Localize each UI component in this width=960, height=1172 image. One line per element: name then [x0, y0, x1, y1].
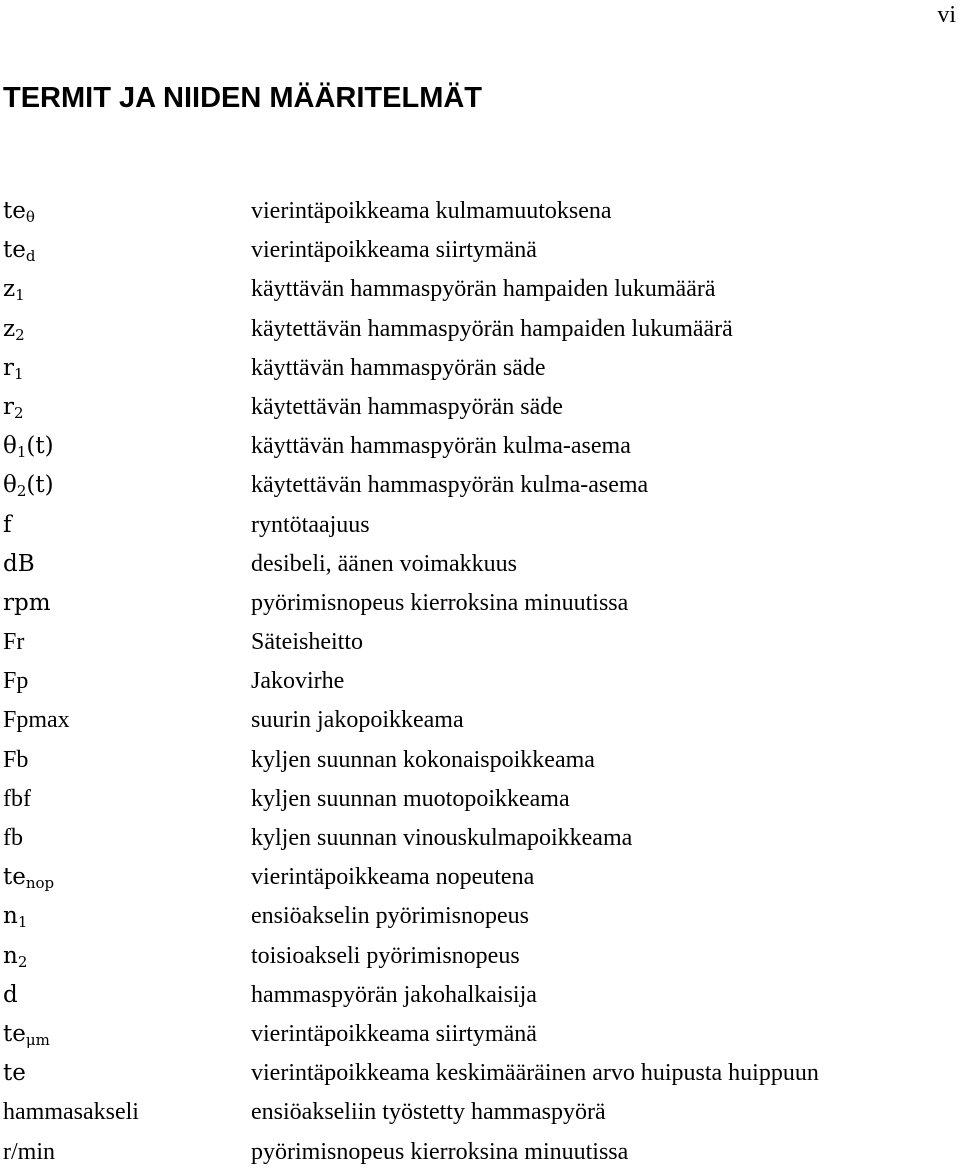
term-definition: Jakovirhe [251, 668, 345, 695]
term-symbol-base: te [3, 1060, 26, 1087]
term-symbol-subscript: 1 [17, 913, 28, 932]
term-definition: vierintäpoikkeama keskimääräinen arvo huipusta huippuun [251, 1060, 819, 1087]
term-symbol-base: r/min [3, 1138, 55, 1165]
term-row [0, 858, 960, 897]
term-symbol [3, 351, 24, 385]
term-symbol-base: Fb [3, 746, 29, 773]
term-symbol-subscript: 1 [16, 443, 27, 462]
term-definition: vierintäpoikkeama nopeutena [251, 864, 535, 891]
term-symbol [3, 821, 23, 855]
term-definition: pyörimisnopeus kierroksina minuutissa [251, 589, 629, 616]
term-row [0, 310, 960, 349]
term-definition: kyljen suunnan vinouskulmapoikkeama [251, 825, 633, 851]
term-symbol-base: Fr [3, 629, 25, 656]
term-symbol [3, 586, 51, 620]
term-symbol-base: f [3, 511, 12, 538]
term-symbol-subscript: nop [25, 874, 55, 893]
term-symbol-base: d [3, 981, 18, 1008]
term-row [0, 937, 960, 976]
term-definition: pyörimisnopeus kierroksina minuutissa [251, 1138, 629, 1165]
term-symbol [3, 1095, 139, 1129]
term-row [0, 427, 960, 466]
term-symbol-base: n [3, 903, 18, 930]
term-row [0, 897, 960, 936]
term-definition: kyljen suunnan kokonaispoikkeama [251, 746, 595, 773]
page-number: vi [937, 2, 956, 28]
term-symbol [3, 978, 18, 1012]
term-symbol [3, 312, 25, 346]
term-symbol-subscript: 2 [17, 952, 28, 971]
term-definition: käyttävän hammaspyörän säde [251, 354, 546, 381]
term-row [0, 1015, 960, 1054]
term-definition: ensiöakseliin työstetty hammaspyörä [251, 1099, 606, 1126]
term-row [0, 231, 960, 270]
term-definition: Säteisheitto [251, 629, 363, 656]
term-definition: vierintäpoikkeama kulmamuutoksena [251, 198, 612, 224]
term-row [0, 388, 960, 427]
term-row [0, 270, 960, 309]
term-definition: ensiöakselin pyörimisnopeus [251, 903, 529, 930]
term-symbol [3, 899, 27, 933]
term-definition: hammaspyörän jakohalkaisija [251, 981, 537, 1008]
term-row [0, 701, 960, 740]
term-row [0, 545, 960, 584]
term-symbol [3, 782, 31, 816]
term-symbol-base: Fpmax [3, 707, 70, 734]
term-symbol-subscript: 2 [15, 325, 25, 344]
term-row [0, 623, 960, 662]
term-definition: käyttävän hammaspyörän kulma-asema [251, 433, 631, 460]
term-symbol-base: z [3, 276, 16, 303]
term-row [0, 584, 960, 623]
term-row [0, 780, 960, 819]
term-row [0, 1054, 960, 1093]
term-symbol-subscript: 2 [16, 482, 27, 501]
term-symbol [3, 468, 54, 502]
term-symbol-subscript: 1 [15, 286, 25, 305]
terms-list [0, 192, 960, 1172]
term-symbol [3, 1135, 55, 1169]
term-definition: vierintäpoikkeama siirtymänä [251, 237, 537, 264]
term-symbol-base: te [3, 864, 26, 891]
term-symbol-subscript: 1 [14, 364, 24, 383]
term-symbol-base: z [3, 315, 16, 342]
term-symbol [3, 743, 28, 777]
term-row [0, 506, 960, 545]
term-symbol [3, 194, 35, 228]
term-symbol-base: te [3, 198, 26, 224]
term-definition: desibeli, äänen voimakkuus [251, 550, 517, 577]
term-symbol-base: r [3, 393, 14, 420]
term-symbol-subscript: θ [25, 208, 35, 226]
term-definition: käyttävän hammaspyörän hampaiden lukumäärä [251, 276, 716, 303]
term-symbol-base: θ [3, 433, 17, 460]
term-symbol-argument: (t) [26, 472, 54, 499]
term-symbol [3, 390, 24, 424]
term-row [0, 819, 960, 858]
term-symbol [3, 233, 35, 267]
term-row [0, 466, 960, 505]
term-definition: käytettävän hammaspyörän säde [251, 393, 563, 420]
term-symbol-base: te [3, 237, 26, 264]
term-symbol-argument: (t) [26, 433, 54, 460]
term-definition: toisioakseli pyörimisnopeus [251, 942, 520, 969]
term-row [0, 1133, 960, 1172]
term-symbol [3, 272, 25, 306]
term-symbol [3, 703, 70, 737]
page-title: TERMIT JA NIIDEN MÄÄRITELMÄT [3, 82, 483, 114]
term-symbol-base: fb [3, 825, 23, 851]
term-row [0, 976, 960, 1015]
term-symbol-subscript: μm [25, 1030, 50, 1049]
term-symbol [3, 508, 12, 542]
term-symbol [3, 664, 28, 698]
term-symbol [3, 860, 54, 894]
term-symbol [3, 1017, 50, 1051]
term-symbol [3, 939, 27, 973]
term-definition: kyljen suunnan muotopoikkeama [251, 785, 570, 812]
term-symbol-base: r [3, 354, 14, 381]
term-definition: käytettävän hammaspyörän hampaiden lukumäärä [251, 315, 733, 342]
term-row [0, 349, 960, 388]
term-definition: vierintäpoikkeama siirtymänä [251, 1020, 537, 1047]
term-symbol-subscript: d [25, 247, 36, 266]
term-symbol-base: fbf [3, 785, 31, 812]
term-symbol-base: θ [3, 472, 17, 499]
term-symbol-base: te [3, 1020, 26, 1047]
term-symbol [3, 547, 35, 581]
term-symbol [3, 429, 54, 463]
term-symbol [3, 625, 24, 659]
term-row [0, 1093, 960, 1132]
term-definition: ryntötaajuus [251, 511, 370, 538]
term-row [0, 662, 960, 701]
term-symbol-base: hammasakseli [3, 1099, 139, 1126]
term-symbol-subscript: 2 [14, 403, 24, 422]
term-row [0, 741, 960, 780]
term-symbol-base: Fp [3, 668, 29, 695]
term-symbol [3, 1056, 26, 1090]
term-symbol-base: rpm [3, 589, 51, 616]
term-definition: käytettävän hammaspyörän kulma-asema [251, 472, 649, 499]
term-symbol-base: n [3, 942, 18, 969]
term-row [0, 192, 960, 231]
term-symbol-base: dB [3, 550, 35, 577]
term-definition: suurin jakopoikkeama [251, 707, 464, 734]
